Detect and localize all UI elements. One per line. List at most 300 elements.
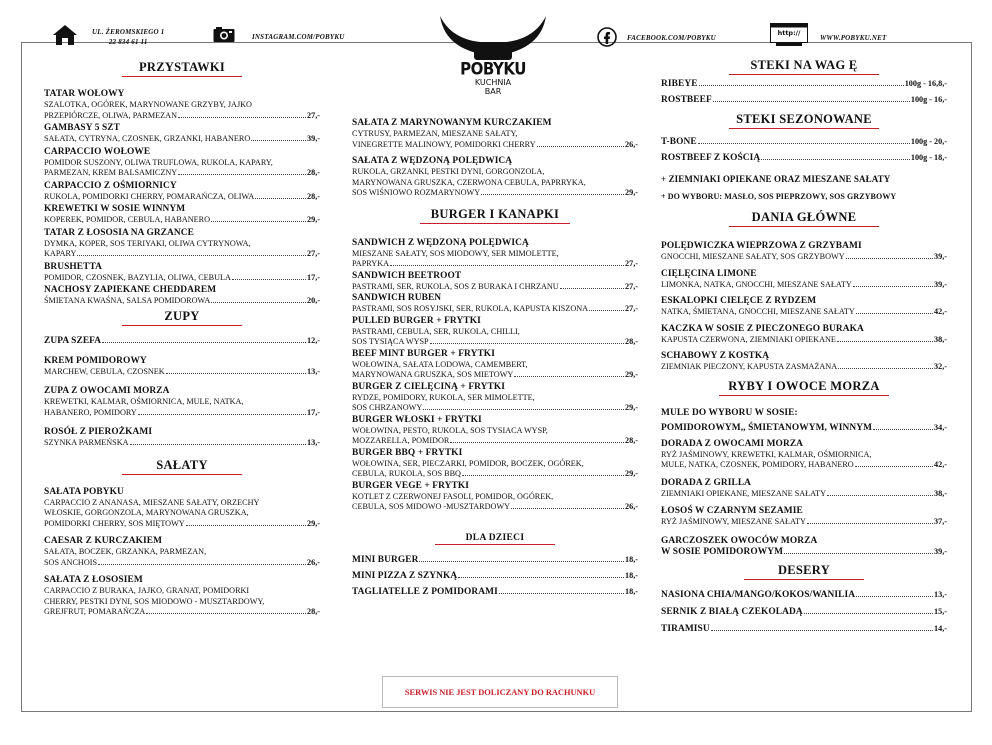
item-desc-line: SAŁATA, CYTRYNA, CZOSNEK, GRZANKI, HABANERO [44, 134, 251, 143]
service-note: SERWIS NIE JEST DOLICZANY DO RACHUNKU [382, 676, 618, 708]
item-row [352, 304, 638, 315]
dot-leader [450, 442, 624, 443]
item-price: 29,- [625, 370, 638, 379]
menu-item [661, 95, 947, 106]
item-row [661, 489, 947, 500]
item-row [661, 137, 947, 148]
item-row [661, 590, 947, 601]
item-row [352, 337, 638, 348]
menu-item [661, 506, 947, 528]
item-row [44, 438, 320, 449]
item-desc-line: SZALOTKA, OGÓREK, MARYNOWANE GRZYBY, JAJKO [44, 100, 252, 109]
item-name: KREWETKI W SOSIE WINNYM [44, 204, 186, 214]
dot-leader [419, 561, 624, 562]
item-row [44, 607, 320, 618]
dot-leader [211, 221, 306, 222]
dot-leader [186, 525, 306, 526]
facebook-link[interactable]: FACEBOOK.COM/POBYKU [627, 34, 716, 42]
item-name: DORADA Z OWOCAMI MORZA [661, 438, 804, 449]
dot-leader [251, 140, 306, 141]
dot-leader [178, 174, 306, 175]
item-desc-line: KREWETKI, KALMAR, OŚMIORNICA, MULE, NATKA, [44, 397, 244, 406]
item-name: GARCZOSZEK OWOCÓW MORZA [661, 535, 818, 546]
item-row [352, 259, 638, 270]
address [92, 27, 164, 47]
item-desc-line: CEBULA, RUKOLA, SOS BBQ [352, 469, 461, 478]
item-price: 17,- [307, 272, 320, 282]
item-desc-line: RYŻ JAŚMINOWY, KREWETKI, KALMAR, OŚMIORNICA, [661, 449, 872, 459]
item-desc-line: CARPACCIO Z ANANASA, MIESZANE SAŁATY, ORZECHY [44, 497, 260, 507]
item-desc-line: MARCHEW, CEBULA, CZOSNEK [44, 366, 165, 376]
item-desc-line: ZIEMNIAK PIECZONY, KAPUSTA ZASMAŻANA [661, 362, 838, 371]
dania-list [661, 241, 947, 373]
menu-item [44, 228, 320, 260]
dot-leader [838, 368, 933, 369]
item-row [44, 296, 320, 307]
item-price: 27,- [307, 110, 320, 120]
item-desc-line: MULE, NATKA, CZOSNEK, POMIDORY, HABANERO [661, 460, 854, 469]
item-price: 18,- [625, 554, 638, 564]
burger-title: BURGER I KANAPKI [420, 207, 570, 224]
item-desc-line: SOS CHRZANOWY [352, 403, 423, 412]
item-row [44, 215, 320, 226]
item-price: 29,- [625, 188, 638, 197]
item-row [44, 273, 320, 284]
item-desc-line: KOTLET Z CZERWONEJ FASOLI, POMIDOR, OGÓREK, [352, 491, 554, 501]
item-name: SANDWICH Z WĘDZONĄ POLĘDWICĄ [352, 237, 529, 248]
menu-item [352, 293, 638, 315]
item-desc-line: PARMEZAN, KREM BALSAMICZNY [44, 168, 178, 177]
menu-item [352, 415, 638, 447]
item-desc-line: POMIDOR SUSZONY, OLIWA TRUFLOWA, RUKOLA, KAPARY, [44, 157, 273, 167]
item-price: 27,- [307, 249, 320, 258]
menu-item [352, 587, 638, 598]
item-row [44, 134, 320, 145]
item-name: SANDWICH RUBEN [352, 293, 442, 303]
dot-leader [138, 414, 306, 415]
menu-item [352, 156, 638, 199]
dot-leader [713, 101, 910, 102]
item-desc-line: SAŁATA, BOCZEK, GRZANKA, PARMEZAN, [44, 547, 207, 556]
right-column [661, 58, 947, 641]
item-desc-line: HABANERO, POMIDORY [44, 407, 137, 417]
dot-leader [853, 286, 933, 287]
menu-item [661, 269, 947, 291]
menu-item [352, 571, 638, 582]
menu-item [661, 137, 947, 148]
item-name: KREM POMIDOROWY [44, 355, 147, 366]
item-row [661, 517, 947, 528]
dot-leader [499, 593, 624, 594]
item-price: 100g - 16,- [910, 95, 947, 104]
item-price: 38,- [934, 334, 947, 344]
item-desc-line: POMIDOR, CZOSNEK, BAZYLIA, OLIWA, CEBULA [44, 272, 231, 282]
item-price: 26,- [307, 557, 320, 567]
item-row [44, 558, 320, 569]
item-price: 26,- [625, 502, 638, 511]
menu-item [44, 386, 320, 418]
item-price: 29,- [307, 518, 320, 528]
item-price: 100g - 18,- [910, 153, 947, 162]
item-desc-line: MIESZANE SAŁATY, SOS MIODOWY, SER MIMOLETTE, [352, 248, 559, 258]
middle-column [352, 118, 638, 603]
item-price: 28,- [625, 436, 638, 445]
item-row [44, 408, 320, 419]
logo-sub2: BAR [484, 87, 502, 96]
item-desc-line: SOS TYSIĄCA WYSP [352, 337, 429, 346]
dot-leader [390, 265, 624, 266]
item-row [661, 252, 947, 263]
dot-leader [856, 596, 933, 597]
menu-item [352, 382, 638, 414]
menu-item [44, 487, 320, 530]
dot-leader [699, 85, 904, 86]
item-desc-line: PRZEPIÓRCZE, OLIWA, PARMEZAN [44, 110, 177, 120]
item-price: 28,- [307, 607, 320, 616]
dot-leader [102, 342, 306, 343]
menu-item [661, 153, 947, 164]
menu-item [44, 147, 320, 179]
dot-leader [804, 613, 933, 614]
item-desc-line: MARYNOWANA GRUSZKA, CZERWONA CEBULA, PAPRRYKA, [352, 177, 586, 187]
dot-leader [458, 577, 624, 578]
logo-sub1: KUCHNIA [474, 78, 512, 87]
item-desc-line: RYDZE, POMIDORY, RUKOLA, SER MIMOLETTE, [352, 392, 535, 402]
item-desc-line: WOŁOWINA, SER, PIECZARKI, POMIDOR, BOCZEK, OGÓREK, [352, 458, 584, 468]
left-column [44, 52, 320, 625]
item-row [44, 336, 320, 347]
menu-item [352, 555, 638, 566]
dot-leader [146, 613, 306, 614]
item-desc: POMIDOROWYM,, ŚMIETANOWYM, WINNYM [661, 422, 873, 433]
item-desc-line: SZYNKA PARMEŃSKA [44, 438, 129, 447]
item-price: 13,- [307, 438, 320, 447]
item-desc-line: CEBULA, SOS MIDOWO -MUSZTARDOWY [352, 502, 511, 511]
dot-leader [77, 255, 306, 256]
steki-title: STEKI NA WAG Ę [729, 58, 879, 75]
dot-leader [856, 313, 933, 314]
dot-leader [537, 146, 624, 147]
item-desc-line: ŚMIETANA KWAŚNA, SALSA POMIDOROWA [44, 296, 211, 305]
item-desc-line: VINEGRETTE MALINOWY, POMIDORKI CHERRY [352, 139, 536, 149]
item-name: ESKALOPKI CIELĘCE Z RYDZEM [661, 296, 817, 306]
item-price: 13,- [934, 589, 947, 599]
menu-item [661, 241, 947, 263]
item-name: SAŁATA Z MARYNOWANYM KURCZAKIEM [352, 118, 552, 128]
item-price: 27,- [625, 281, 638, 291]
menu-item [352, 481, 638, 513]
salaty-list [44, 487, 320, 618]
dot-leader [873, 429, 933, 430]
steak-note-sides: + ZIEMNIAKI OPIEKANE ORAZ MIESZANE SAŁATY [661, 174, 891, 184]
dot-leader [511, 508, 624, 509]
item-desc-line: PASTRAMI, SER, RUKOLA, SOS Z BURAKA I CHRZANU [352, 281, 559, 291]
item-price: 12,- [307, 335, 320, 345]
item-row [352, 370, 638, 381]
item-name: ROSTBEEF [661, 95, 712, 105]
menu-item [44, 575, 320, 618]
item-row [352, 140, 638, 151]
dot-leader [855, 466, 933, 467]
item-name: TIRAMISU [661, 623, 710, 634]
address-phone: 22 834 61 11 [108, 38, 148, 46]
item-desc-line: WOŁOWINA, SAŁATA LODOWA, CAMEMBERT, [352, 359, 528, 369]
item-desc-line: SOS ANCHOIS [44, 557, 98, 567]
burger-list [352, 238, 638, 513]
item-row [661, 79, 947, 90]
bull-horns-icon [438, 14, 548, 62]
dot-leader [430, 343, 624, 344]
item-name: MULE DO WYBORU W SOSIE: [661, 407, 798, 418]
item-price: 29,- [307, 215, 320, 224]
desery-title: DESERY [744, 563, 864, 580]
menu-item [661, 478, 947, 500]
item-name: GAMBASY 5 SZT [44, 123, 120, 133]
dania-title: DANIA GŁÓWNE [729, 210, 879, 227]
item-desc-line: LIMONKA, NATKA, GNOCCHI, MIESZANE SAŁATY [661, 279, 852, 289]
item-row [661, 607, 947, 618]
menu-item [44, 262, 320, 284]
item-name: SCHABOWY Z KOSTKĄ [661, 351, 770, 361]
dzieci-list [352, 555, 638, 598]
menu-item [661, 296, 947, 318]
item-price: 39,- [934, 252, 947, 261]
item-name: T-BONE [661, 137, 697, 147]
item-name: DORADA Z GRILLA [661, 477, 752, 488]
item-price: 29,- [625, 469, 638, 478]
item-name: BURGER Z CIELĘCINĄ + FRYTKI [352, 381, 506, 392]
item-row [44, 367, 320, 378]
address-street: UL. ŻEROMSKIEGO 1 [92, 28, 165, 36]
item-price: 100g - 20,- [910, 137, 947, 146]
item-row [661, 153, 947, 164]
menu-item [44, 336, 320, 347]
menu-item [352, 238, 638, 270]
item-name: TATAR Z ŁOSOSIA NA GRZANCE [44, 227, 195, 238]
item-desc-line: MOZZARELLA, POMIDOR [352, 436, 450, 445]
browser-label: http:// [777, 29, 801, 37]
menu-item [352, 316, 638, 348]
item-price: 34,- [934, 422, 947, 432]
home-icon [52, 24, 78, 46]
dot-leader [255, 198, 306, 199]
item-name: KACZKA W SOSIE Z PIECZONEGO BURAKA [661, 323, 864, 334]
item-price: 39,- [307, 134, 320, 143]
item-row [352, 436, 638, 447]
item-name: ŁOSOŚ W CZARNYM SEZAMIE [661, 506, 803, 516]
item-price: 39,- [934, 279, 947, 289]
dot-leader [481, 194, 624, 195]
item-desc-line: PAPRYKA [352, 259, 390, 268]
dot-leader [837, 341, 933, 342]
item-desc-line: GREJFRUT, POMARAŃCZA [44, 607, 146, 616]
menu-item [661, 351, 947, 373]
item-name: MINI BURGER [352, 554, 419, 565]
item-desc-line: PASTRAMI, SOS ROSYJSKI, SER, RUKOLA, KAPUSTA KISZONA [352, 304, 589, 313]
item-name: CIĘLĘCINA LIMONE [661, 268, 757, 279]
dot-leader [827, 495, 933, 496]
logo-name: POBYKU [460, 59, 526, 79]
dot-leader [130, 444, 306, 445]
steak-note-sauces: + DO WYBORU: MASŁO, SOS PIEPRZOWY, SOS GRZYBOWY [661, 192, 897, 201]
item-name: SERNIK Z BIAŁĄ CZEKOLADĄ [661, 606, 803, 617]
menu-item [661, 624, 947, 635]
item-row [661, 280, 947, 291]
menu-item [44, 181, 320, 203]
item-desc-line: NATKA, ŚMIETANA, GNOCCHI, MIESZANE SAŁATY [661, 307, 855, 316]
menu-item [661, 79, 947, 90]
menu-item [352, 118, 638, 150]
item-name: BURGER VEGE + FRYTKI [352, 480, 470, 491]
item-name: CARPACCIO WOŁOWE [44, 146, 151, 157]
item-desc-line: MARYNOWANA GRUSZKA, SOS MIETOWY [352, 370, 514, 379]
menu-item [44, 285, 320, 307]
item-desc-line: DYMKA, KOPER, SOS TERIYAKI, OLIWA CYTRYNOWA, [44, 238, 251, 248]
item-row [661, 307, 947, 318]
zupy-list [44, 336, 320, 449]
item-desc-line: POMIDORKI CHERRY, SOS MIĘTOWY [44, 518, 185, 528]
przystawki-title: PRZYSTAWKI [122, 60, 242, 77]
item-price: 42,- [934, 307, 947, 316]
menu-item [44, 356, 320, 378]
item-name: NACHOSY ZAPIEKANE CHEDDAREM [44, 285, 217, 295]
item-price: 29,- [625, 403, 638, 412]
item-row [44, 168, 320, 179]
item-row [661, 460, 947, 471]
item-row [661, 547, 947, 558]
item-name: BURGER WŁOSKI + FRYTKI [352, 414, 482, 425]
menu-item [661, 590, 947, 601]
przystawki-list [44, 89, 320, 307]
item-desc: W SOSIE POMIDOROWYM [661, 546, 784, 557]
item-desc-line: PASTRAMI, CEBULA, SER, RUKOLA, CHILLI, [352, 326, 520, 336]
dzieci-title: DLA DZIECI [435, 533, 555, 545]
item-price: 18,- [625, 586, 638, 596]
item-price: 15,- [934, 606, 947, 616]
item-name: ZUPA SZEFA [44, 335, 102, 346]
website-link[interactable]: WWW.POBYKU.NET [820, 34, 887, 42]
dot-leader [807, 523, 933, 524]
item-row [44, 111, 320, 122]
item-name: SAŁATA POBYKU [44, 486, 124, 497]
item-desc-line: CARPACCIO Z BURAKA, JAJKO, GRANAT, POMIDORKI [44, 586, 250, 595]
item-price: 28,- [307, 191, 320, 201]
dot-leader [589, 310, 624, 311]
browser-icon [770, 23, 808, 47]
dot-leader [166, 373, 306, 374]
item-row [352, 555, 638, 566]
item-row [44, 192, 320, 203]
item-name: ROSTBEEF Z KOŚCIĄ [661, 153, 761, 163]
item-price: 18,- [625, 570, 638, 580]
instagram-link[interactable]: INSTAGRAM.COM/POBYKU [252, 33, 345, 41]
item-desc-line: ZIEMNIAKI OPIEKANE, MIESZANE SAŁATY [661, 488, 827, 498]
dot-leader [761, 159, 910, 160]
mid-salads-list [352, 118, 638, 199]
item-name: SANDWICH BEETROOT [352, 270, 462, 281]
item-price: 37,- [934, 517, 947, 526]
menu-item [661, 607, 947, 618]
item-desc-line: WŁOSKIE, GORGONZOLA, MARYNOWANA GRUSZKA, [44, 508, 249, 517]
item-desc-line: SOS WIŚNIOWO ROZMARYNOWY [352, 188, 481, 197]
item-name: ZUPA Z OWOCAMI MORZA [44, 386, 170, 396]
item-price: 27,- [625, 259, 638, 268]
item-name: POLĘDWICZKA WIEPRZOWA Z GRZYBAMI [661, 241, 862, 251]
menu-item [661, 324, 947, 346]
item-desc-line: WOŁOWINA, PESTO, RUKOLA, SOS TYSIACA WYSP, [352, 425, 548, 435]
item-name: PULLED BURGER + FRYTKI [352, 315, 481, 326]
item-name: CAESAR Z KURCZAKIEM [44, 536, 163, 546]
item-price: 14,- [934, 623, 947, 633]
item-price: 17,- [307, 407, 320, 417]
item-row [352, 282, 638, 293]
dot-leader [98, 564, 306, 565]
item-price: 42,- [934, 460, 947, 469]
logo [438, 14, 548, 104]
item-name: BEEF MINT BURGER + FRYTKI [352, 348, 495, 359]
item-name: NASIONA CHIA/MANGO/KOKOS/WANILIA [661, 589, 856, 600]
item-price: 28,- [307, 168, 320, 177]
desery-list [661, 590, 947, 635]
item-desc-line: CYTRUSY, PARMEZAN, MIESZANE SAŁATY, [352, 129, 518, 138]
item-row [352, 403, 638, 414]
item-price: 20,- [307, 296, 320, 305]
sezonowe-title: STEKI SEZONOWANE [729, 112, 879, 129]
item-row [661, 335, 947, 346]
dot-leader [560, 288, 624, 289]
item-row [352, 571, 638, 582]
item-price: 28,- [625, 337, 638, 346]
dot-leader [211, 302, 306, 303]
dot-leader [178, 117, 306, 118]
item-name: SAŁATA Z WĘDZONĄ POLĘDWICĄ [352, 156, 513, 166]
item-row [661, 362, 947, 373]
item-name: BURGER BBQ + FRYTKI [352, 447, 463, 458]
menu-item [44, 427, 320, 449]
item-name: BRUSHETTA [44, 261, 103, 272]
item-desc-line: GNOCCHI, MIESZANE SAŁATY, SOS GRZYBOWY [661, 252, 845, 261]
item-name: SAŁATA Z ŁOSOSIEM [44, 575, 143, 585]
dot-leader [232, 279, 306, 280]
dot-leader [711, 630, 933, 631]
item-name: CARPACCIO Z OŚMIORNICY [44, 180, 177, 191]
facebook-icon [597, 27, 617, 47]
menu-item [661, 439, 947, 471]
item-desc-line: RUKOLA, GRZANKI, PESTKI DYNI, GORGONZOLA, [352, 167, 545, 176]
item-price: 38,- [934, 488, 947, 498]
menu-item [44, 204, 320, 226]
item-row [661, 423, 947, 434]
item-desc-line: RYŻ JAŚMINOWY, MIESZANE SAŁATY [661, 517, 806, 526]
item-name: TATAR WOŁOWY [44, 89, 125, 99]
item-row [44, 519, 320, 530]
item-price: 39,- [934, 546, 947, 556]
dot-leader [784, 553, 933, 554]
item-desc-line: KAPARY [44, 249, 77, 258]
menu-item [44, 123, 320, 145]
dot-leader [514, 376, 624, 377]
item-price: 27,- [625, 304, 638, 313]
salaty-title: SAŁATY [122, 458, 242, 475]
menu-item [661, 408, 947, 434]
item-row [352, 469, 638, 480]
item-desc-line: KAPUSTA CZERWONA, ZIEMNIAKI OPIEKANE [661, 334, 836, 344]
ryby-list [661, 439, 947, 528]
item-row [352, 188, 638, 199]
instagram-icon [213, 27, 235, 43]
sezonowe-list [661, 137, 947, 164]
item-price: 32,- [934, 362, 947, 371]
